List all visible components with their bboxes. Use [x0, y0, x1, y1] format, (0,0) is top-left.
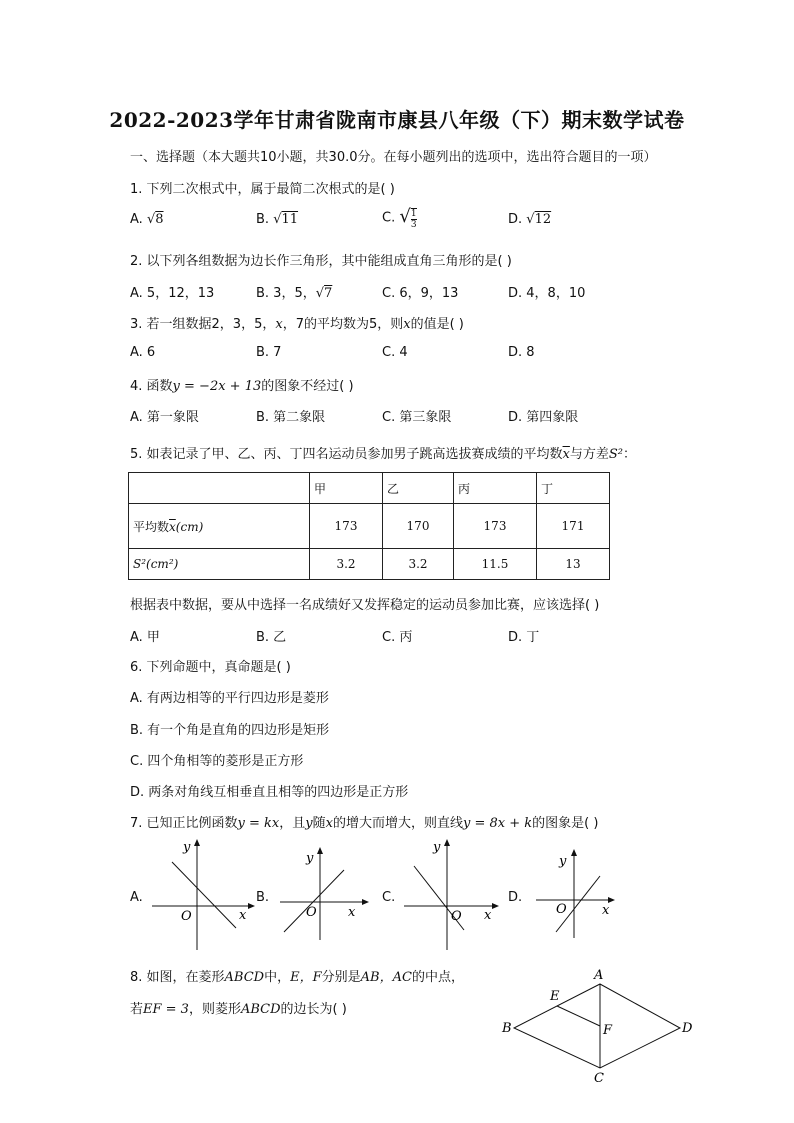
q7-graph-c — [404, 840, 496, 950]
question-1-stem: 1. 下列二次根式中，属于最简二次根式的是( ) — [130, 182, 395, 197]
q1-option-c: C. √ $\frac{1}{3}$ — [382, 206, 417, 230]
rhombus-abcd — [514, 984, 680, 1068]
point-c-label: C — [594, 1071, 604, 1086]
q6-option-c: C. 四个角相等的菱形是正方形 — [130, 754, 304, 769]
table-cell: 173 — [310, 504, 383, 549]
q1-option-b: B. √11 — [256, 212, 299, 227]
q4-option-d: D. 第四象限 — [508, 410, 579, 425]
table-cell: 170 — [383, 504, 454, 549]
q5-option-c: C. 丙 — [382, 630, 413, 645]
q5-option-d: D. 丁 — [508, 630, 540, 645]
question-8-line-1: 8. 如图，在菱形ABCD中，E，F分别是AB，AC的中点， — [130, 970, 464, 985]
origin-label: O — [556, 902, 567, 917]
q2-option-d: D. 4，8，10 — [508, 286, 586, 301]
table-cell: 13 — [537, 549, 610, 580]
question-4-stem: 4. 函数y = −2x + 13的图象不经过( ) — [130, 379, 354, 394]
question-3-stem: 3. 若一组数据2，3，5，x，7的平均数为5，则x的值是( ) — [130, 317, 464, 332]
q4-option-a: A. 第一象限 — [130, 410, 199, 425]
table-cell: 3.2 — [383, 549, 454, 580]
q5-option-a: A. 甲 — [130, 630, 160, 645]
y-axis-label: y — [433, 840, 441, 855]
question-8-line-2: 若EF = 3，则菱形ABCD的边长为( ) — [130, 1002, 347, 1017]
point-f-label: F — [603, 1023, 613, 1038]
table-header-cell: 甲 — [310, 473, 383, 504]
q7-graph-a — [152, 840, 252, 950]
row-label-mean: 平均数$\overline{x}(cm)$ — [129, 504, 310, 549]
table-header-cell: 丙 — [454, 473, 537, 504]
q6-option-d: D. 两条对角线互相垂直且相等的四边形是正方形 — [130, 785, 409, 800]
q6-option-a: A. 有两边相等的平行四边形是菱形 — [130, 691, 329, 706]
sqrt-11: √11 — [273, 212, 299, 227]
q7-option-d-label: D. — [508, 890, 523, 905]
q7-graph-b — [280, 850, 366, 940]
q2-option-a: A. 5，12，13 — [130, 286, 215, 301]
point-a-label: A — [594, 968, 604, 983]
question-5-followup: 根据表中数据，要从中选择一名成绩好又发挥稳定的运动员参加比赛，应该选择( ) — [130, 598, 600, 613]
point-e-label: E — [550, 989, 560, 1004]
sqrt-one-third: √ $\frac{1}{3}$ — [399, 206, 417, 230]
q6-option-b: B. 有一个角是直角的四边形是矩形 — [130, 723, 330, 738]
function-line — [284, 870, 344, 932]
table-cell: 171 — [537, 504, 610, 549]
q7-option-c-label: C. — [382, 890, 396, 905]
q8-rhombus-figure — [501, 968, 693, 1086]
q3-option-a: A. 6 — [130, 345, 156, 360]
point-d-label: D — [682, 1021, 693, 1036]
q4-option-b: B. 第二象限 — [256, 410, 326, 425]
point-b-label: B — [502, 1021, 512, 1036]
sqrt-12: √12 — [526, 212, 552, 227]
q2-option-b: B. 3，5，√7 — [256, 286, 333, 301]
q3-option-c: C. 4 — [382, 345, 408, 360]
q4-option-c: C. 第三象限 — [382, 410, 452, 425]
q3-option-b: B. 7 — [256, 345, 282, 360]
segment-ef — [557, 1006, 600, 1026]
sqrt-7: √7 — [315, 286, 333, 301]
exam-title: 2022-2023学年甘肃省陇南市康县八年级（下）期末数学试卷 — [109, 108, 685, 132]
q2-option-c: C. 6，9，13 — [382, 286, 459, 301]
sqrt-8: √8 — [146, 212, 164, 227]
table-cell: 3.2 — [310, 549, 383, 580]
origin-label: O — [306, 905, 317, 920]
table-header-cell: 乙 — [383, 473, 454, 504]
q1-option-a: A. √8 — [130, 212, 164, 227]
q3-option-d: D. 8 — [508, 345, 535, 360]
origin-label: O — [181, 909, 192, 924]
q7-graph-d — [536, 852, 612, 938]
y-axis-label: y — [306, 851, 314, 866]
x-axis-label: x — [239, 908, 247, 923]
q7-option-b-label: B. — [256, 890, 270, 905]
x-axis-label: x — [484, 908, 492, 923]
x-axis-label: x — [348, 905, 356, 920]
question-7-stem: 7. 已知正比例函数y = kx，且y随x的增大而增大，则直线y = 8x + k的图象是( ) — [130, 816, 599, 831]
table-header-cell: 丁 — [537, 473, 610, 504]
table-cell: 11.5 — [454, 549, 537, 580]
x-axis-label: x — [602, 903, 610, 918]
q1-option-d: D. √12 — [508, 212, 552, 227]
question-6-stem: 6. 下列命题中，真命题是( ) — [130, 660, 291, 675]
y-axis-label: y — [183, 840, 191, 855]
question-2-stem: 2. 以下列各组数据为边长作三角形，其中能组成直角三角形的是( ) — [130, 254, 512, 269]
section-heading: 一、选择题（本大题共10小题，共30.0分。在每小题列出的选项中，选出符合题目的一项） — [130, 150, 657, 165]
q7-option-a-label: A. — [130, 890, 143, 905]
question-5-stem: 5. 如表记录了甲、乙、丙、丁四名运动员参加男子跳高选拔赛成绩的平均数$\overline{x}$与方差S²： — [130, 447, 637, 462]
origin-label: O — [451, 909, 462, 924]
row-label-variance: S²(cm²) — [129, 549, 310, 580]
q5-option-b: B. 乙 — [256, 630, 287, 645]
table-cell: 173 — [454, 504, 537, 549]
y-axis-label: y — [559, 854, 567, 869]
